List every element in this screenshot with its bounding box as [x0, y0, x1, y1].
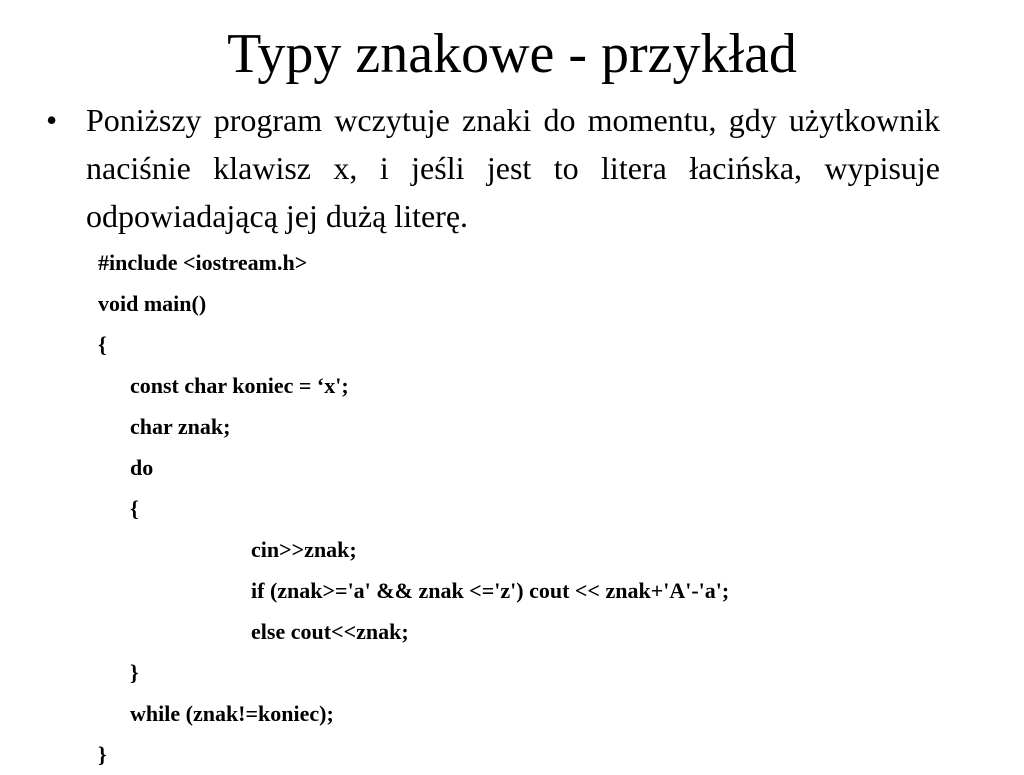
code-line: void main() [98, 291, 207, 316]
bullet-symbol: • [46, 102, 58, 138]
code-line: const char koniec = ‘x'; [130, 373, 349, 398]
code-line: cin>>znak; [251, 537, 357, 562]
code-line: { [130, 496, 139, 521]
code-line: do [130, 455, 154, 480]
bullet-text: Poniższy program wczytuje znaki do momentu, gdy użytkownik naciśnie klawisz x, i jeśli jest to litera łacińska, wypisuje odpowiadającą jej dużą literę. [86, 102, 940, 234]
code-line: } [98, 742, 107, 767]
code-line: else cout<<znak; [251, 619, 409, 644]
code-block [98, 242, 978, 775]
slide-title: Typy znakowe - przykład [227, 23, 797, 85]
bullet-item [46, 96, 940, 240]
code-line: } [130, 660, 139, 685]
code-line: char znak; [130, 414, 231, 439]
code-line: #include <iostream.h> [98, 250, 308, 275]
code-line: while (znak!=koniec); [130, 701, 334, 726]
code-line: if (znak>='a' && znak <='z') cout << znak+'A'-'a'; [251, 578, 730, 603]
code-line: { [98, 332, 107, 357]
